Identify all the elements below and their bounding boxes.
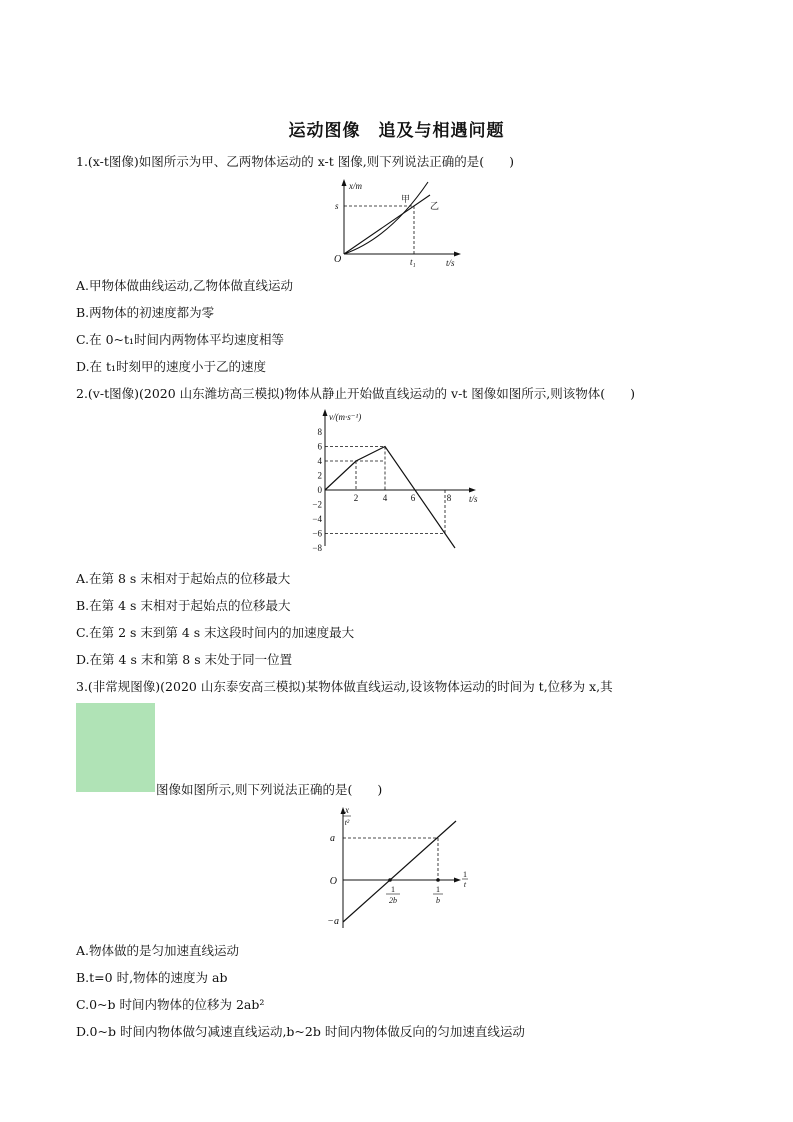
q1-option-b: B.两物体的初速度都为零 [76, 305, 215, 320]
q1-option-a: A.甲物体做曲线运动,乙物体做直线运动 [76, 278, 293, 293]
q3-xlabel-num: 1 [463, 870, 467, 879]
q2-ytick: 8 [317, 427, 322, 437]
q3-a-label: a [330, 833, 335, 844]
formula-image-placeholder [76, 703, 155, 792]
q3-option-b: B.t=0 时,物体的速度为 ab [76, 970, 228, 985]
q3-line [343, 821, 456, 922]
q1-curve-jia [344, 182, 428, 254]
q1-line-yi [344, 195, 430, 254]
q3-tick1-num: 1 [391, 885, 395, 894]
q2-ytick: 2 [317, 470, 322, 481]
q2-option-d: D.在第 4 s 末和第 8 s 末处于同一位置 [76, 652, 293, 667]
q1-stem: 1.(x-t图像)如图所示为甲、乙两物体运动的 x-t 图像,则下列说法正确的是( ) [76, 154, 515, 169]
q3-point-b [436, 878, 440, 882]
q1-s-label: s [335, 201, 339, 211]
q2-ytick: −2 [312, 499, 322, 510]
q3-point-2b [388, 878, 392, 882]
q2-yticks [312, 427, 322, 552]
q3-x-arrow [454, 878, 461, 883]
q2-ytick: −4 [312, 514, 322, 524]
q2-xtick: 2 [353, 493, 359, 503]
q3-stem-cont: 图像如图所示,则下列说法正确的是( ) [156, 782, 383, 797]
q2-option-c: C.在第 2 s 末到第 4 s 末这段时间内的加速度最大 [76, 625, 355, 640]
q2-y-arrow [323, 409, 328, 416]
q1-xlabel: t/s [446, 258, 455, 268]
q3-option-a: A.物体做的是匀加速直线运动 [76, 943, 240, 958]
q2-ytick: 4 [317, 456, 322, 466]
q2-ytick: 6 [317, 441, 322, 452]
q3-option-c: C.0~b 时间内物体的位移为 2ab² [76, 997, 265, 1012]
q3-option-d: D.0~b 时间内物体做匀减速直线运动,b~2b 时间内物体做反向的匀加速直线运动 [76, 1024, 525, 1039]
q1-origin: O [334, 254, 342, 265]
q2-xlabel: t/s [469, 494, 478, 504]
q2-xtick: 4 [382, 493, 388, 503]
q1-yi-label: 乙 [430, 201, 440, 211]
q1-jia-label: 甲 [401, 194, 411, 204]
q2-option-b: B.在第 4 s 末相对于起始点的位移最大 [76, 598, 291, 613]
q2-ytick: −6 [312, 528, 322, 539]
q3-neg-a-label: −a [327, 916, 339, 927]
q2-ytick: −8 [312, 543, 322, 552]
q2-ytick: 0 [317, 485, 322, 495]
q3-stem: 3.(非常规图像)(2020 山东泰安高三模拟)某物体做直线运动,设该物体运动的时间为 t,位移为 x,其 [76, 679, 613, 694]
q3-ylabel-den: t² [344, 818, 350, 827]
q3-xlabel-den: t [463, 880, 467, 889]
q2-ylabel: v/(m·s⁻¹) [329, 412, 362, 422]
q3-ylabel-num: x [345, 805, 349, 815]
q1-y-arrow [342, 179, 347, 186]
page-title: 运动图像 追及与相遇问题 [288, 121, 505, 141]
q1-xt-graph [330, 176, 465, 268]
q3-tick2-den: b [436, 896, 440, 905]
q3-xt2-graph [318, 800, 470, 930]
q2-xtick: 8 [446, 493, 452, 503]
q2-xtick: 6 [410, 493, 416, 503]
q2-xticks [354, 493, 452, 503]
q3-origin: O [329, 876, 337, 887]
q2-velocity-line [325, 447, 455, 549]
q1-option-c: C.在 0~t₁时间内两物体平均速度相等 [76, 332, 285, 347]
q1-ylabel: x/m [349, 181, 362, 191]
q1-t1-label: t₁ [410, 257, 416, 267]
q3-tick2-num: 1 [436, 885, 440, 894]
q1-x-arrow [454, 252, 461, 257]
q2-stem: 2.(v-t图像)(2020 山东潍坊高三模拟)物体从静止开始做直线运动的 v-t 图像如图所示,则该物体( ) [76, 386, 636, 401]
q2-vt-graph [303, 406, 493, 552]
q3-tick1-den: 2b [389, 896, 397, 905]
q1-option-d: D.在 t₁时刻甲的速度小于乙的速度 [76, 359, 267, 374]
q2-x-arrow [469, 488, 476, 493]
q2-option-a: A.在第 8 s 末相对于起始点的位移最大 [76, 571, 291, 586]
